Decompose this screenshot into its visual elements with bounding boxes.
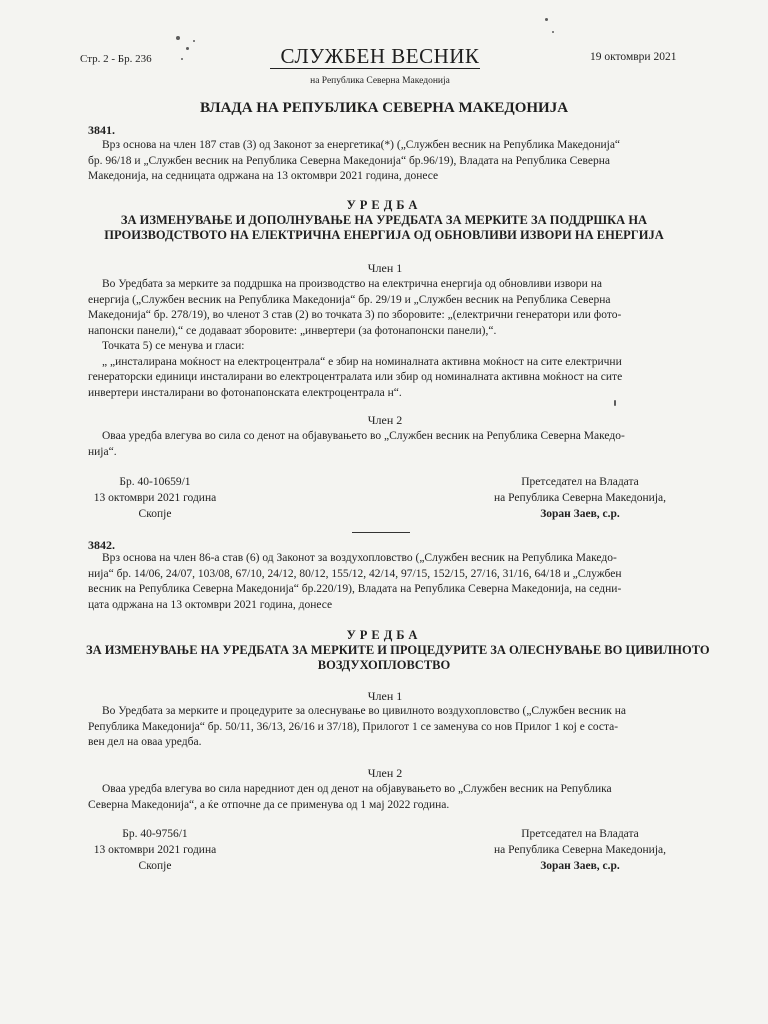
decree-reference (80, 474, 230, 522)
article-heading: Член 1 (367, 261, 403, 275)
article-body (88, 782, 672, 813)
gazette-title: СЛУЖБЕН ВЕСНИК (280, 44, 480, 68)
article-body (88, 704, 672, 751)
decree-signature (470, 474, 690, 522)
scan-speck (181, 58, 183, 60)
masthead-rule (270, 68, 480, 69)
decree-reference (80, 826, 230, 874)
text-line: Република Македонија“ бр. 50/11, 36/13, 26/16 и 37/18), Прилогот 1 се заменува со нов Прилог 1 кој е соста- (88, 720, 619, 733)
reference-number: Бр. 40-9756/1 (122, 828, 188, 840)
scan-speck (193, 40, 195, 42)
reference-place: Скопје (138, 508, 172, 520)
signatory-role: Претседател на Владата (521, 476, 639, 488)
scan-speck (552, 31, 554, 33)
decree-kind: УРЕДБА (346, 628, 422, 642)
decree-separator (352, 532, 410, 533)
text-line: Во Уредбата за мерките за поддршка на производство на електрична енергија од обновливи извори на (102, 278, 602, 290)
text-line: енергија („Службен весник на Република Македонија“ бр. 29/19 и „Службен весник на Република Северна (88, 293, 611, 306)
decree-preamble (88, 138, 672, 185)
decree-preamble (88, 551, 672, 613)
reference-place: Скопје (138, 860, 172, 872)
text-line: Врз основа на член 86-а став (6) од Законот за воздухопловство („Службен весник на Република Македо- (102, 552, 617, 564)
text-line: напонски панели),“ се додаваат зборовите: „инвертери (за фотонапонски панели),“. (88, 324, 497, 337)
reference-number: Бр. 40-10659/1 (119, 476, 191, 488)
text-line: Во Уредбата за мерките и процедурите за олеснување во цивилното воздухопловство („Службен весник на (102, 705, 626, 717)
signatory-role-cont: на Република Северна Македонија, (493, 844, 667, 856)
title-line: ВОЗДУХОПЛОВСТВО (317, 658, 451, 672)
article-heading: Член 2 (367, 766, 403, 780)
gazette-subtitle: на Република Северна Македонија (310, 76, 450, 86)
text-line: Оваа уредба влегува во сила наредниот ден од денот на објавувањето во „Службен весник на Република (102, 783, 612, 795)
signatory-role-cont: на Република Северна Македонија, (493, 492, 667, 504)
signatory-role: Претседател на Владата (521, 828, 639, 840)
text-line: нија“. (88, 445, 117, 458)
article-body (88, 277, 672, 401)
text-line: весник на Република Северна Македонија“ бр.220/19), Владата на Република Северна Македонија, на седни- (88, 583, 622, 595)
page-issue-number: Стр. 2 - Бр. 236 (80, 53, 152, 65)
text-line: нија“ бр. 14/06, 24/07, 103/08, 67/10, 24/12, 80/12, 155/12, 42/14, 97/15, 152/15, 27/16, 31/16, 64/18 и „Службен (88, 567, 622, 580)
decree-kind: УРЕДБА (346, 198, 422, 212)
text-line: Точката 5) се менува и гласи: (102, 340, 245, 352)
signatory-name: Зоран Заев, с.р. (540, 860, 620, 872)
government-title: ВЛАДА НА РЕПУБЛИКА СЕВЕРНА МАКЕДОНИЈА (199, 100, 569, 116)
title-line: ПРОИЗВОДСТВОТО НА ЕЛЕКТРИЧНА ЕНЕРГИЈА ОД ОБНОВЛИВИ ИЗВОРИ НА ЕНЕРГИЈА (104, 228, 664, 242)
article-body (88, 429, 672, 460)
article-heading: Член 2 (367, 413, 403, 427)
text-line: инвертери инсталирани во фотонапонската електроцентрала н“. (88, 386, 402, 399)
scan-speck (176, 36, 180, 40)
text-line: Македонија“ бр. 278/19), во членот 3 став (2) во точката 3) по зборовите: „(електрични генератори или фото- (88, 309, 622, 321)
text-line: вен дел на оваа уредба. (88, 736, 202, 748)
signatory-name: Зоран Заев, с.р. (540, 508, 620, 520)
scan-speck (545, 18, 548, 21)
decree-number: 3842. (88, 538, 115, 552)
text-line: Македонија, на седницата одржана на 13 октомври 2021 година, донесе (88, 170, 439, 182)
decree-signature (470, 826, 690, 874)
text-line: Северна Македонија“, а ќе отпочне да се применува од 1 мај 2022 година. (88, 798, 450, 811)
issue-date: 19 октомври 2021 (590, 51, 677, 63)
reference-date: 13 октомври 2021 година (93, 844, 217, 856)
title-line: ЗА ИЗМЕНУВАЊЕ НА УРЕДБАТА ЗА МЕРКИТЕ И ПРОЦЕДУРИТЕ ЗА ОЛЕСНУВАЊЕ ВО ЦИВИЛНОТО (86, 643, 710, 657)
article-heading: Член 1 (367, 689, 403, 703)
decree-title (86, 643, 710, 673)
text-line: Оваа уредба влегува во сила со денот на објавувањето во „Службен весник на Република Северна Македо- (102, 430, 625, 442)
decree-number: 3841. (88, 123, 115, 137)
text-line: генераторски единици инсталирани во електроцентралата или збир од номиналната активна моќност на сите (88, 371, 623, 383)
text-line: „ „инсталирана моќност на електроцентрала“ е збир на номиналната активна моќност на сите електрични (102, 355, 622, 368)
text-line: цата одржана на 13 октомври 2021 година, донесе (88, 598, 333, 611)
reference-date: 13 октомври 2021 година (93, 492, 217, 504)
decree-title (86, 213, 682, 243)
title-line: ЗА ИЗМЕНУВАЊЕ И ДОПОЛНУВАЊЕ НА УРЕДБАТА ЗА МЕРКИТЕ ЗА ПОДДРШКА НА (120, 213, 648, 227)
text-line: Врз основа на член 187 став (3) од Законот за енергетика(*) („Службен весник на Република Македонија“ (102, 139, 621, 151)
text-line: бр. 96/18 и „Службен весник на Република Северна Македонија“ бр.96/19), Владата на Република Северна (88, 154, 610, 167)
scan-speck (186, 47, 189, 50)
